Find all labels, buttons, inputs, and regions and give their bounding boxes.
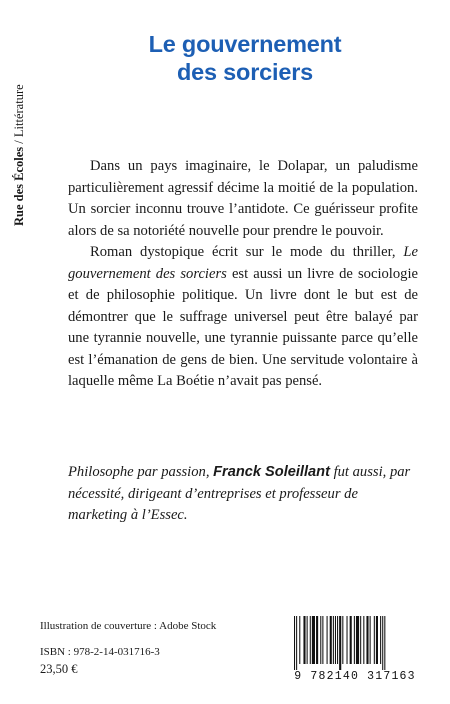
barcode-bar: [360, 616, 361, 664]
barcode-bar: [347, 616, 348, 664]
barcode-bar: [374, 616, 375, 664]
barcode-bar: [303, 616, 305, 664]
barcode-bar: [310, 616, 311, 664]
barcode-bar: [320, 616, 321, 664]
barcode-bar: [335, 616, 336, 664]
barcode-bar: [312, 616, 315, 664]
author-name: Franck Soleillant: [213, 464, 330, 480]
barcode-bar: [356, 616, 359, 664]
barcode-bar: [339, 616, 341, 670]
spine-label: [6, 30, 32, 230]
book-title-line-1: Le gouvernement: [148, 31, 342, 57]
barcode-digits: 9 782140 317163: [294, 670, 416, 683]
barcode-bar: [333, 616, 334, 664]
blurb-paragraph-1: Dans un pays imaginaire, le Dolapar, un paludisme particulièrement agressif décime la moitié de la population. Un sorcier inconnu trouve l’antidote. Ce guérisseur profite alors de sa notoriété nouvelle pour prendre le pouvoir.: [68, 158, 418, 239]
book-title-line-2: des sorciers: [176, 59, 314, 85]
barcode-bar: [316, 616, 318, 664]
book-title: [90, 30, 400, 86]
isbn: ISBN : 978-2-14-031716-3: [40, 646, 160, 658]
barcode-bar: [354, 616, 355, 664]
author-bio: [68, 462, 420, 527]
barcode-bar: [330, 616, 332, 664]
bio-end: fut aussi, par nécessité, dirigeant d’entreprises et professeur de marketing à l’Essec.: [68, 464, 411, 523]
barcode-bar: [294, 616, 295, 670]
blurb-paragraph-2-end: est aussi un livre de sociologie et de philosophie politique. Un livre dont le but est de démontrer que le suffrage universel peut être balayé par une tyrannie nouvelle, une tyrannie puissante parce qu’elle est l’émanation de gens de bien. Une servitude volontaire à laquelle même La Boétie n’avait pas pensé.: [68, 265, 418, 389]
barcode-bar: [363, 616, 364, 664]
back-cover-blurb: [68, 156, 418, 393]
barcode-bar: [299, 616, 300, 664]
spine-collection: Littérature: [12, 84, 26, 138]
blurb-paragraph-2-start: Roman dystopique écrit sur le mode du thriller,: [90, 244, 404, 260]
barcode-bar: [342, 616, 343, 664]
barcode-bar: [296, 616, 297, 670]
illustration-credit: Illustration de couverture : Adobe Stock: [40, 620, 217, 632]
barcode-bar: [350, 616, 352, 664]
blurb-paragraph-2: [68, 242, 418, 393]
barcode-bar: [380, 616, 381, 664]
spine-separator: /: [12, 137, 26, 147]
barcode-bar: [366, 616, 368, 664]
barcode-bar: [327, 616, 328, 664]
bio-start: Philosophe par passion,: [68, 464, 214, 480]
barcode-bar: [384, 616, 385, 670]
blurb-book-title: Le gouvernement des sorciers: [68, 244, 418, 282]
spine-text: [12, 84, 27, 226]
barcode-bar: [307, 616, 308, 664]
barcode-bar: [370, 616, 371, 664]
spine-publisher: Rue des Écoles: [12, 146, 26, 226]
price: 23,50 €: [40, 662, 78, 676]
barcode-bars: [292, 616, 418, 670]
barcode-bar: [376, 616, 378, 664]
barcode: [284, 610, 426, 688]
barcode-bar: [322, 616, 323, 664]
barcode-bar: [337, 616, 338, 664]
barcode-bar: [382, 616, 383, 670]
